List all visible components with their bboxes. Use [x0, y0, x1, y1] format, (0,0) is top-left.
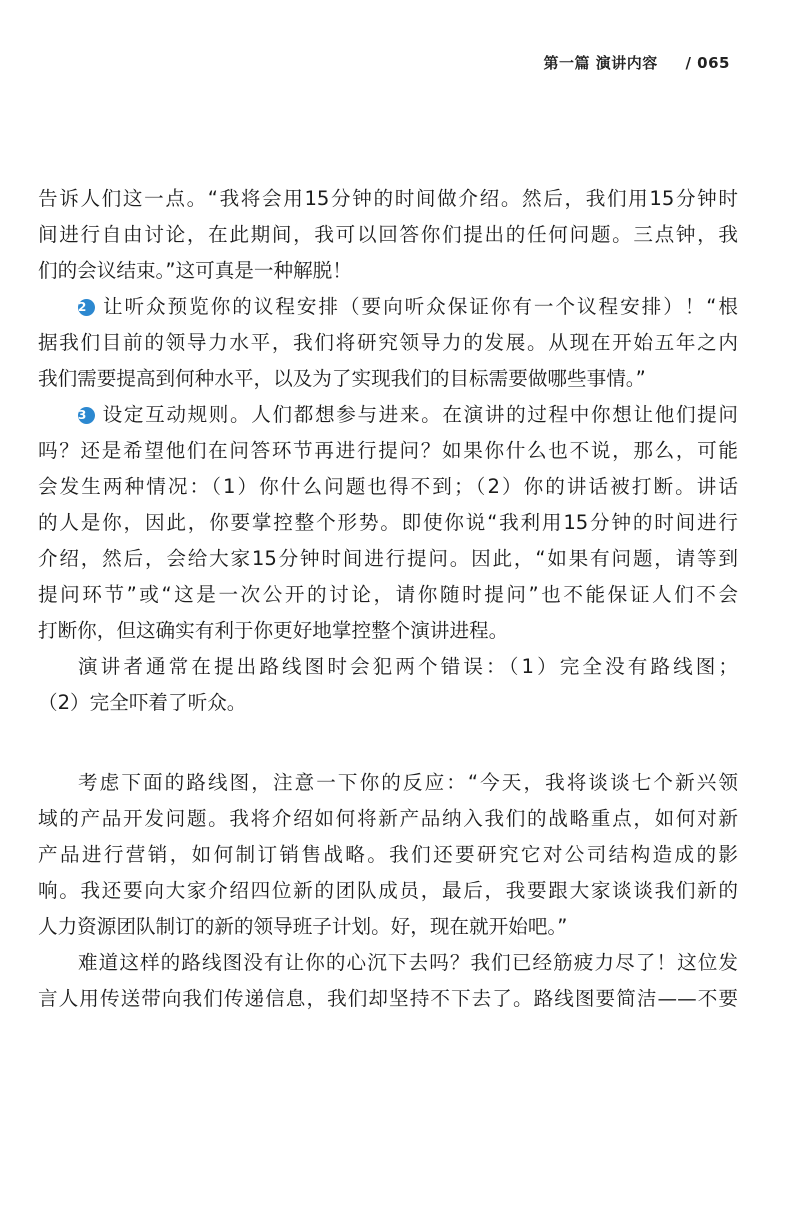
text-line: 演讲者通常在提出路线图时会犯两个错误：（1）完全没有路线图；	[78, 655, 738, 678]
text-line: （2）完全吓着了听众。	[38, 691, 247, 714]
text-line-content: 设定互动规则。人们都想参与进来。在演讲的过程中你想让他们提问	[101, 403, 738, 426]
running-header	[544, 52, 730, 73]
text-line: 吗？还是希望他们在问答环节再进行提问？如果你什么也不说，那么，可能	[38, 439, 738, 462]
section-title: 第一篇 演讲内容	[543, 54, 658, 72]
text-line: 间进行自由讨论，在此期间，我可以回答你们提出的任何问题。三点钟，我	[38, 223, 738, 246]
text-line: 我们需要提高到何种水平，以及为了实现我们的目标需要做哪些事情。”	[38, 367, 646, 390]
paragraph-1	[38, 181, 738, 289]
body-text	[38, 181, 738, 1017]
text-line: 打断你，但这确实有利于你更好地掌控整个演讲进程。	[38, 619, 509, 642]
text-line: 们的会议结束。”这可真是一种解脱！	[38, 259, 352, 282]
text-line: 告诉人们这一点。“我将会用15分钟的时间做介绍。然后，我们用15分钟时	[38, 187, 738, 210]
text-line: 据我们目前的领导力水平，我们将研究领导力的发展。从现在开始五年之内	[38, 331, 738, 354]
paragraph-5	[38, 765, 738, 945]
text-line: 难道这样的路线图没有让你的心沉下去吗？我们已经筋疲力尽了！这位发	[78, 951, 738, 974]
paragraph-2	[38, 289, 738, 397]
number-two-badge-icon: 2	[78, 299, 95, 316]
text-line: 言人用传送带向我们传递信息，我们却坚持不下去了。路线图要简洁——不要	[38, 987, 738, 1010]
text-line-content: 让听众预览你的议程安排（要向听众保证你有一个议程安排）！“根	[101, 295, 738, 318]
text-line: 响。我还要向大家介绍四位新的团队成员，最后，我要跟大家谈谈我们新的	[38, 879, 738, 902]
text-line: 会发生两种情况：（1）你什么问题也得不到；（2）你的讲话被打断。讲话	[38, 475, 738, 498]
paragraph-gap	[38, 721, 738, 765]
text-line: 域的产品开发问题。我将介绍如何将新产品纳入我们的战略重点，如何对新	[38, 807, 738, 830]
page-number: / 065	[685, 54, 730, 72]
paragraph-6	[38, 945, 738, 1017]
text-line	[38, 289, 738, 325]
text-line	[38, 397, 738, 433]
text-line: 介绍，然后，会给大家15分钟时间进行提问。因此，“如果有问题，请等到	[38, 547, 738, 570]
text-line: 的人是你，因此，你要掌控整个形势。即使你说“我利用15分钟的时间进行	[38, 511, 738, 534]
text-line: 产品进行营销，如何制订销售战略。我们还要研究它对公司结构造成的影	[38, 843, 738, 866]
paragraph-4	[38, 649, 738, 721]
text-line: 人力资源团队制订的新的领导班子计划。好，现在就开始吧。”	[38, 915, 568, 938]
text-line: 提问环节”或“这是一次公开的讨论，请你随时提问”也不能保证人们不会	[38, 583, 738, 606]
text-line: 考虑下面的路线图，注意一下你的反应：“今天，我将谈谈七个新兴领	[78, 771, 738, 794]
paragraph-3	[38, 397, 738, 649]
number-three-badge-icon: 3	[78, 407, 95, 424]
